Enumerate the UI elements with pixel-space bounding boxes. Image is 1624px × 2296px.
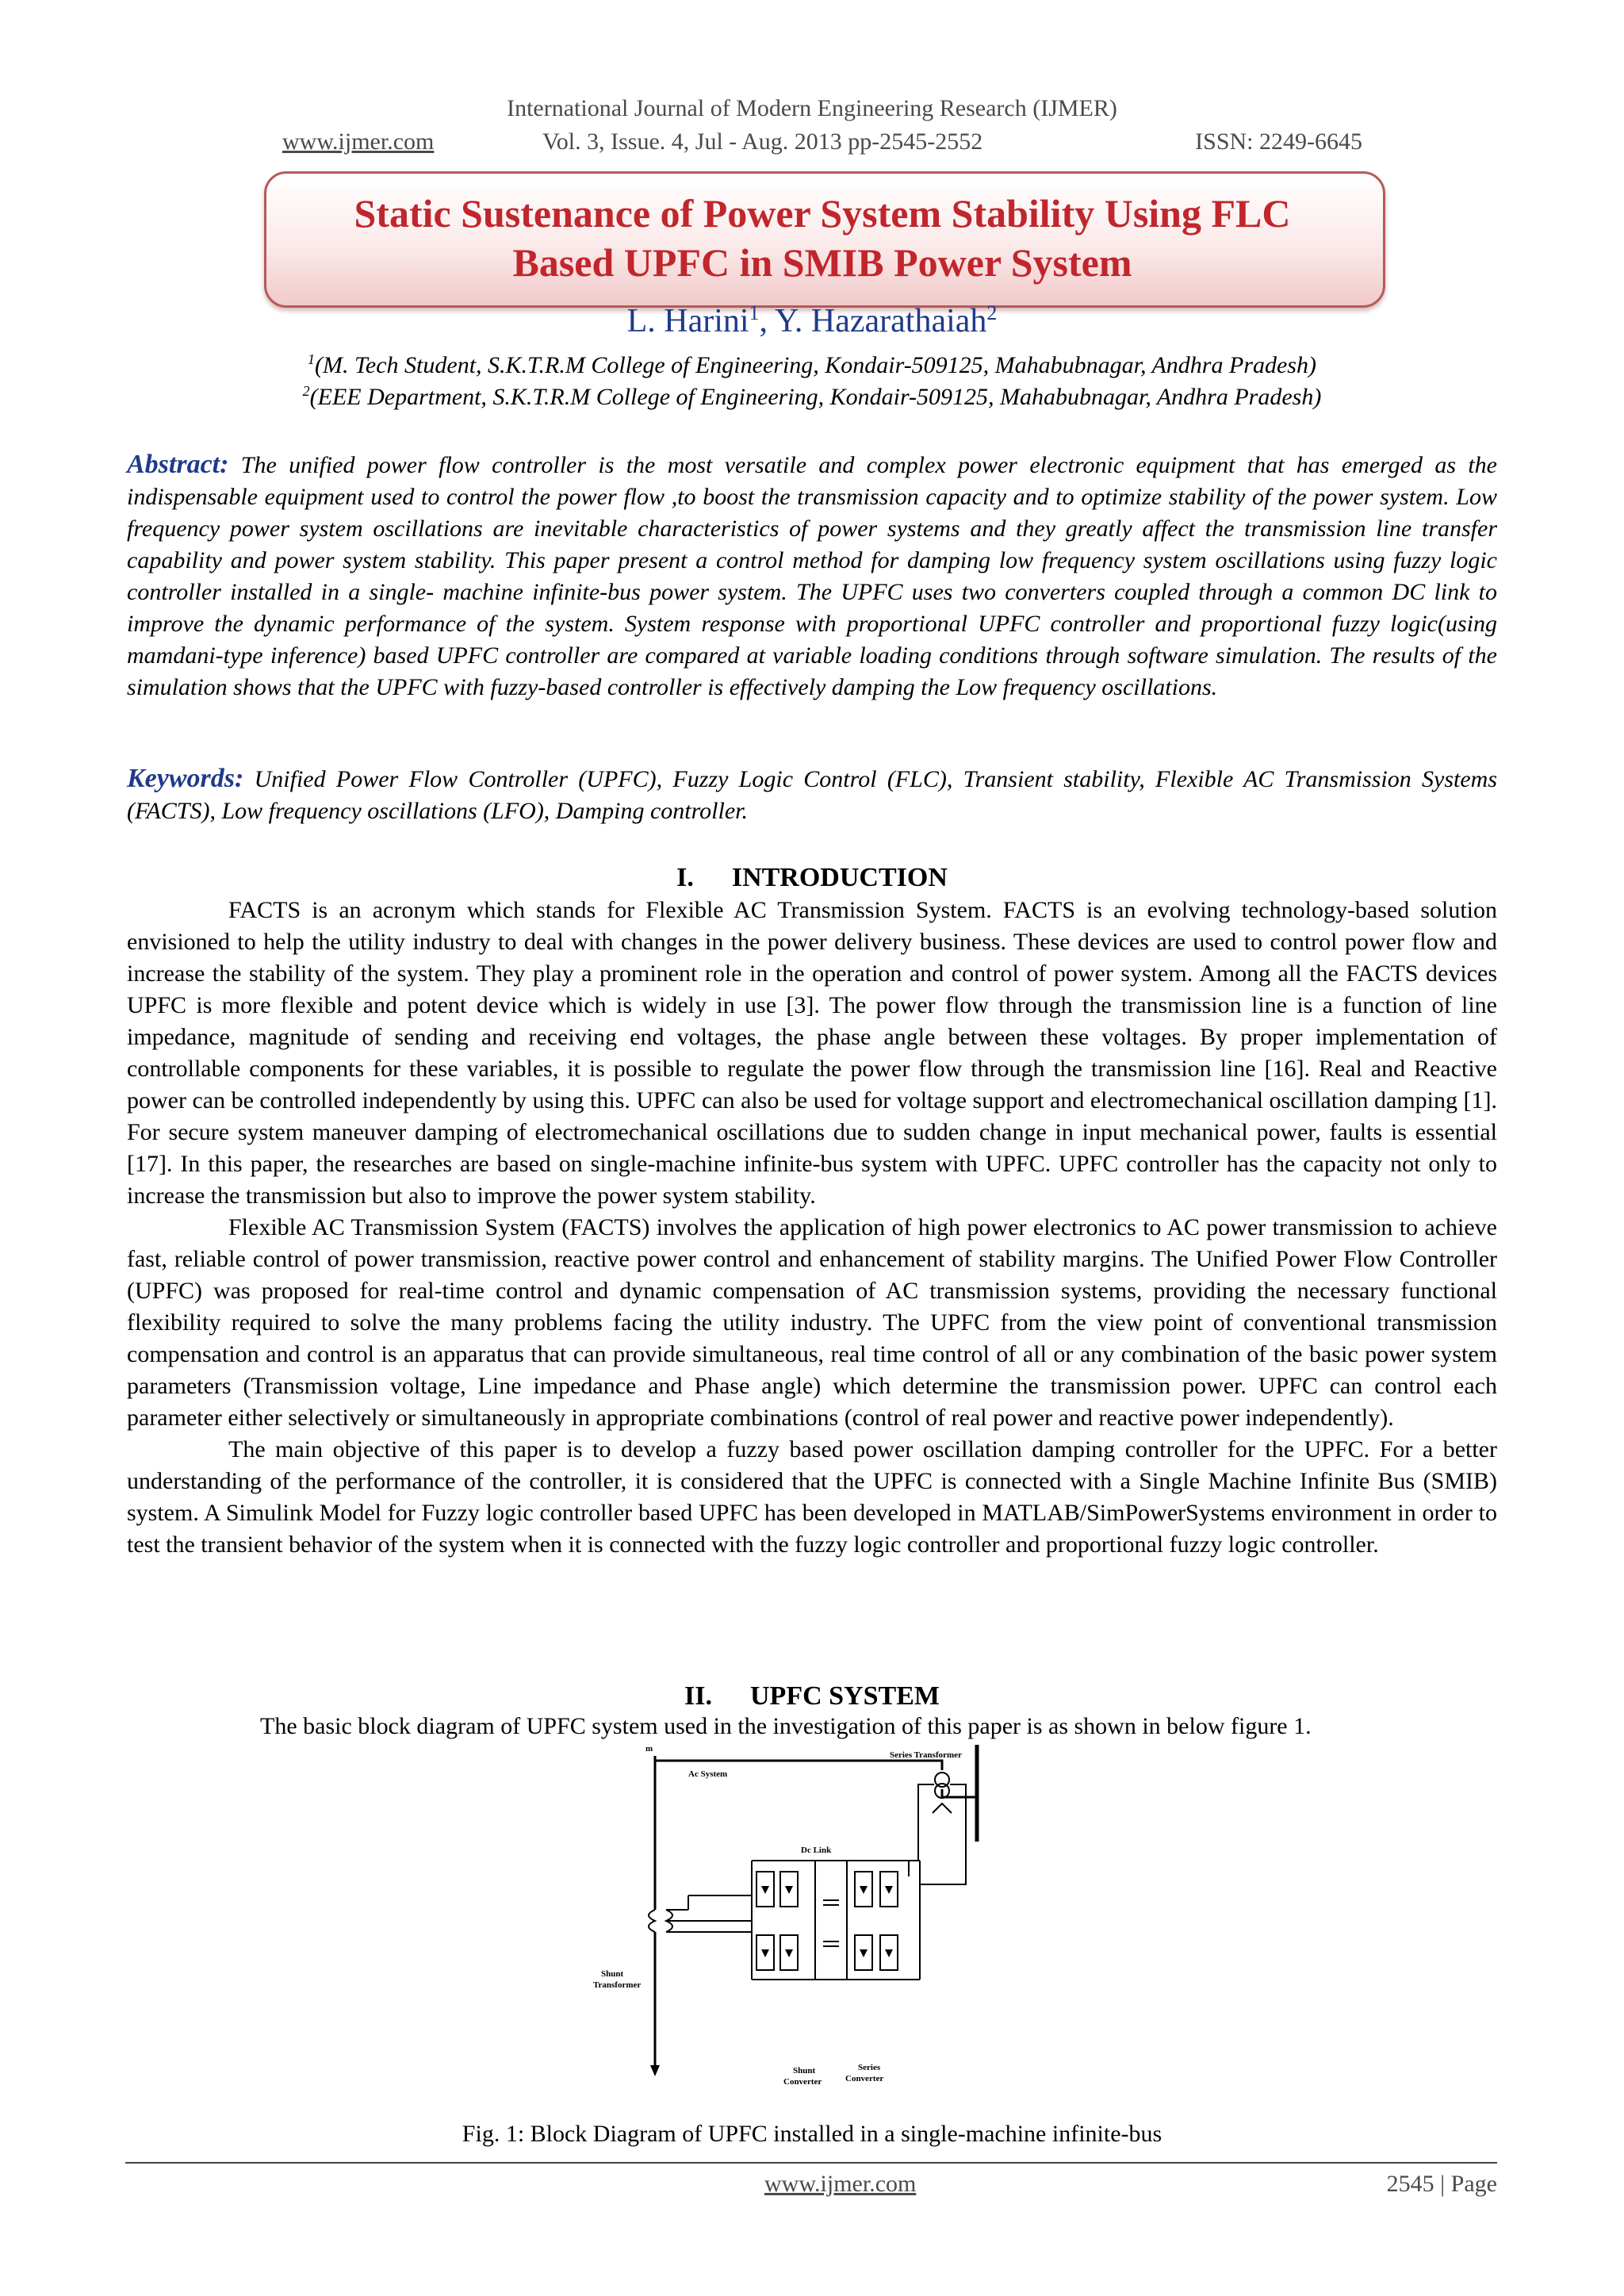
intro-paragraph-2: Flexible AC Transmission System (FACTS) involves the application of high power electronics to AC power transmission to achieve fast, reliable control of power transmission, reactive power control and enhancement of stability margins. The Unified Power Flow Controller (UPFC) was proposed for real-time control and dynamic compensation of AC transmission systems, providing the necessary functional flexibility required to solve the many problems facing the utility industry. The UPFC from the view point of conventional transmission compensation and control is an apparatus that can provide simultaneous, real time control of all or any combination of the basic power system parameters (Transmission voltage, Line impedance and Phase angle) which determine the transmission power. UPFC can control each parameter either selectively or simultaneously in appropriate combinations (control of real power and reactive power independently). (127, 1214, 1497, 1431)
affiliation-1-text: (M. Tech Student, S.K.T.R.M College of Engineering, Kondair-509125, Mahabubnagar, Andhra Pradesh) (315, 352, 1316, 378)
affiliation-1-sup: 1 (308, 351, 316, 367)
abstract-text: The unified power flow controller is the most versatile and complex power electronic equipment that has emerged as the indispensable equipment used to control the power flow ,to boost the transmission capacity and to optimize stability of the power system. Low frequency power system oscillations are inevitable characteristics of power systems and they greatly affect the transmission line transfer capability and power system stability. This paper present a control method for damping low frequency system oscillations using fuzzy logic controller installed in a single- machine infinite-bus power system. The UPFC uses two converters coupled through a common DC link to improve the dynamic performance of the system. System response with proportional UPFC controller and proportional fuzzy logic(using mamdani-type inference) based UPFC controller are compared at variable loading conditions through software simulation. The results of the simulation shows that the UPFC with fuzzy-based controller is effectively damping the Low frequency oscillations. (127, 452, 1498, 700)
series-converter-label-1: Series (858, 2063, 881, 2072)
abstract-label: Abstract: (127, 450, 229, 479)
footer-website-link[interactable]: www.ijmer.com (764, 2171, 917, 2197)
figure-1-caption: Fig. 1: Block Diagram of UPFC installed in a single-machine infinite-bus (462, 2121, 1162, 2147)
section-2-title: UPFC SYSTEM (750, 1681, 940, 1711)
introduction-body (127, 895, 1497, 1561)
affiliation-2-sup: 2 (302, 383, 310, 399)
keywords-text: Unified Power Flow Controller (UPFC), Fuzzy Logic Control (FLC), Transient stability, Flexible AC Transmission Systems (FACTS), Low frequency oscillations (LFO), Damping controller. (127, 766, 1498, 824)
section-1-number: I. (676, 863, 694, 892)
section-2-intro: The basic block diagram of UPFC system used in the investigation of this paper is as shown in below figure 1. (260, 1713, 1312, 1739)
author-2-sup: 2 (986, 301, 998, 324)
author-separator: , (759, 303, 775, 339)
dc-link-label: Dc Link (801, 1846, 832, 1855)
paper-title (264, 189, 1381, 287)
shunt-transformer-label-2: Transformer (593, 1980, 642, 1990)
series-converter-label-2: Converter (845, 2074, 884, 2083)
intro-paragraph-1: FACTS is an acronym which stands for Flexible AC Transmission System. FACTS is an evolving technology-based solution envisioned to help the utility industry to deal with changes in the power delivery business. These devices are used to control power flow and increase the stability of the system. They play a prominent role in the operation and control of power system. Among all the FACTS devices UPFC is more flexible and potent device which is widely in use [3]. The power flow through the transmission line is a function of line impedance, magnitude of sending and receiving end voltages, the phase angle between these voltages. By proper implementation of controllable components for these variables, it is possible to regulate the power flow through the transmission line [16]. Real and Reactive power can be controlled independently by using this. UPFC can also be used for voltage support and electromechanical oscillation damping [1]. For secure system maneuver damping of electromechanical oscillations due to sudden change in input mechanical power, faults is essential [17]. In this paper, the researches are based on single-machine infinite-bus system with UPFC. UPFC controller has the capacity not only to increase the transmission but also to improve the power system stability. (127, 897, 1497, 1209)
keywords (127, 763, 1497, 827)
title-line-1: Static Sustenance of Power System Stability Using FLC (354, 191, 1291, 236)
section-heading-upfc-system (0, 1681, 1624, 1711)
section-2-number: II. (684, 1681, 712, 1711)
issn: ISSN: 2249-6645 (1195, 128, 1362, 155)
authors (0, 301, 1624, 340)
keywords-label: Keywords: (127, 764, 244, 793)
page-number: 2545 | Page (1386, 2171, 1497, 2197)
shunt-converter-label-2: Converter (783, 2077, 822, 2086)
issue-row (282, 128, 1362, 160)
abstract (127, 449, 1497, 703)
upfc-block-diagram (593, 1742, 1034, 2086)
author-1-sup: 1 (749, 301, 760, 324)
affiliation-1 (0, 351, 1624, 379)
section-heading-introduction (0, 863, 1624, 893)
generator-label: m (645, 1744, 653, 1754)
series-transformer-label: Series Transformer (890, 1750, 962, 1760)
intro-paragraph-3: The main objective of this paper is to develop a fuzzy based power oscillation damping controller for the UPFC. For a better understanding of the performance of the controller, it is considered that the UPFC is connected with a Single Machine Infinite Bus (SMIB) system. A Simulink Model for Fuzzy logic controller based UPFC has been developed in MATLAB/SimPowerSystems environment in order to test the transient behavior of the system when it is connected with the fuzzy logic controller and proportional fuzzy logic controller. (127, 1436, 1497, 1558)
issue-info: Vol. 3, Issue. 4, Jul - Aug. 2013 pp-2545-2552 (542, 128, 983, 155)
header-website-link[interactable]: www.ijmer.com (282, 128, 435, 155)
author-2: Y. Hazarathaiah (774, 303, 987, 339)
affiliation-2 (0, 383, 1624, 411)
footer-divider (125, 2162, 1497, 2164)
author-1: L. Harini (626, 303, 749, 339)
affiliation-2-text: (EEE Department, S.K.T.R.M College of Engineering, Kondair-509125, Mahabubnagar, Andhra Pradesh) (309, 384, 1322, 410)
section-1-title: INTRODUCTION (731, 863, 948, 892)
journal-name: International Journal of Modern Engineering Research (IJMER) (507, 95, 1117, 121)
shunt-converter-label-1: Shunt (793, 2066, 816, 2076)
title-line-2: Based UPFC in SMIB Power System (512, 240, 1132, 285)
shunt-transformer-label-1: Shunt (601, 1969, 624, 1979)
ac-system-label: Ac System (688, 1769, 728, 1779)
